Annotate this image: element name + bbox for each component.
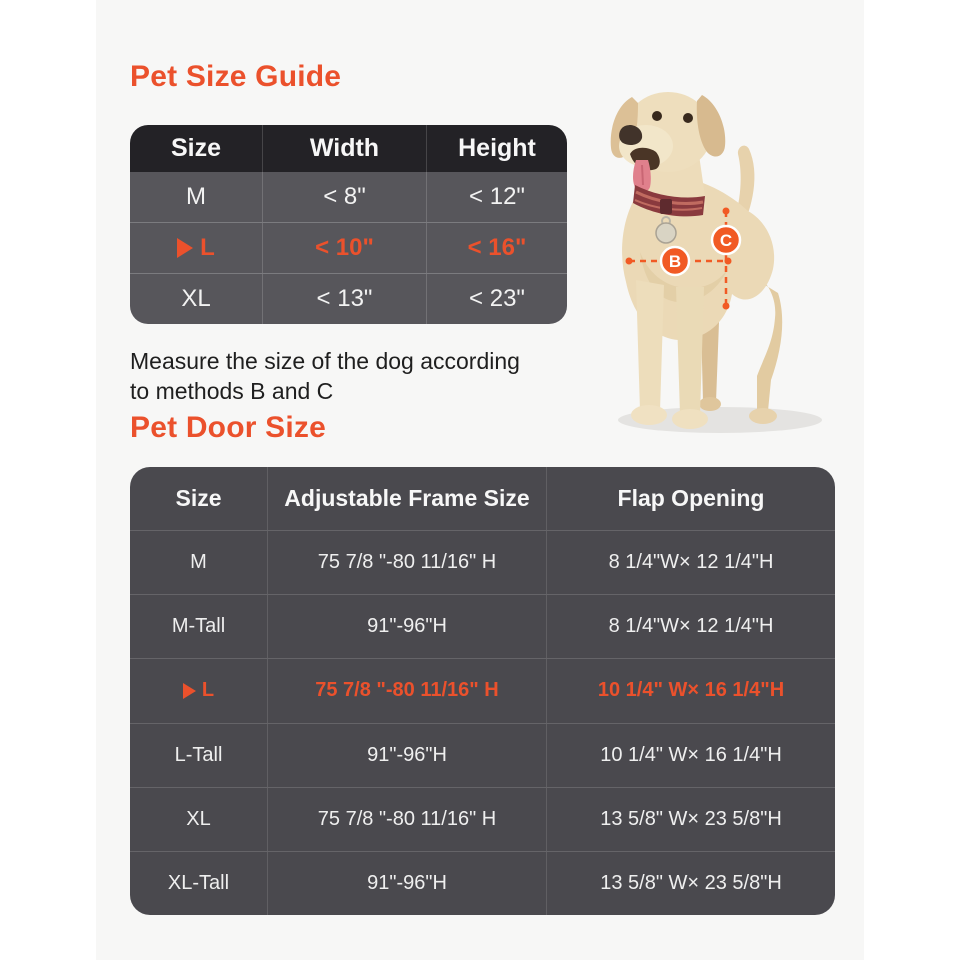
table-row [130,594,835,658]
height-cell: < 16" [467,234,527,261]
pet-size-guide-title: Pet Size Guide [130,60,342,93]
table-row [130,851,835,915]
dog-collar-buckle [660,199,672,214]
flap-cell: 8 1/4"W× 12 1/4"H [608,615,774,638]
flap-cell: 8 1/4"W× 12 1/4"H [608,551,774,574]
measure-note [130,346,600,407]
size-cell: XL [130,274,263,324]
column-header-height: Height [458,134,536,162]
size-cell: M-Tall [130,595,268,658]
column-header-width: Width [263,125,427,172]
flap-cell: 10 1/4" W× 16 1/4"H [597,679,785,702]
flap-cell: 13 5/8" W× 23 5/8"H [600,807,782,830]
dog-eye [683,113,693,123]
size-cell: XL [130,788,268,851]
measure-note-line1: Measure the size of the dog according [130,348,520,374]
table-row [130,530,835,594]
size-cell: M [130,531,268,594]
column-header-flap: Flap Opening [617,485,765,511]
size-cell: XL-Tall [130,852,268,915]
frame-cell: 91"-96"H [268,724,547,787]
dog-paw [749,408,777,424]
dog-tag [656,223,676,243]
dog-eye [652,111,662,121]
height-cell: < 23" [469,285,525,312]
dog-front-leg [676,287,704,415]
marker-c-label: C [719,231,733,250]
size-cell [130,659,268,722]
size-label: L [201,679,215,702]
pet-door-size-title: Pet Door Size [130,411,326,444]
dog-front-leg [636,280,664,411]
width-cell: < 8" [263,172,427,222]
size-label: L [200,234,215,261]
pet-door-table [130,467,835,915]
width-cell: < 13" [263,274,427,324]
marker-b-label: B [668,252,682,271]
frame-cell: 75 7/8 "-80 11/16" H [268,531,547,594]
flap-cell: 13 5/8" W× 23 5/8"H [600,871,782,894]
pet-size-table [130,125,567,324]
table-row [130,787,835,851]
measure-dot [626,258,633,265]
selected-row-marker-icon [183,683,196,699]
measure-dot [723,303,730,310]
table-row [130,723,835,787]
pet-size-table-header [130,125,567,172]
marker-b-badge [661,247,689,275]
size-cell: M [130,172,263,222]
column-header-size: Size [130,125,263,172]
column-header-size: Size [130,467,268,530]
dog-paw [631,405,667,425]
dog-paw [699,397,721,411]
frame-cell: 91"-96"H [268,595,547,658]
table-row [130,273,567,324]
width-cell: < 10" [263,223,427,273]
table-row-selected [130,658,835,722]
marker-c-badge [712,226,740,254]
dog-tongue-line [642,165,643,185]
measure-note-line2: to methods B and C [130,378,334,405]
dog-measurement-photo [580,80,890,450]
dog-paw [672,409,708,429]
size-cell: L-Tall [130,724,268,787]
frame-cell: 75 7/8 "-80 11/16" H [268,788,547,851]
table-row [130,172,567,222]
column-header-frame: Adjustable Frame Size [268,467,547,530]
table-row-selected [130,222,567,273]
content-canvas [96,0,864,960]
height-cell: < 12" [469,183,525,210]
selected-row-marker-icon [177,238,193,258]
frame-cell: 91"-96"H [268,852,547,915]
flap-cell: 10 1/4" W× 16 1/4"H [600,743,782,766]
size-cell [130,223,263,273]
frame-cell: 75 7/8 "-80 11/16" H [268,659,547,722]
pet-door-table-header [130,467,835,530]
measure-dot [723,208,730,215]
